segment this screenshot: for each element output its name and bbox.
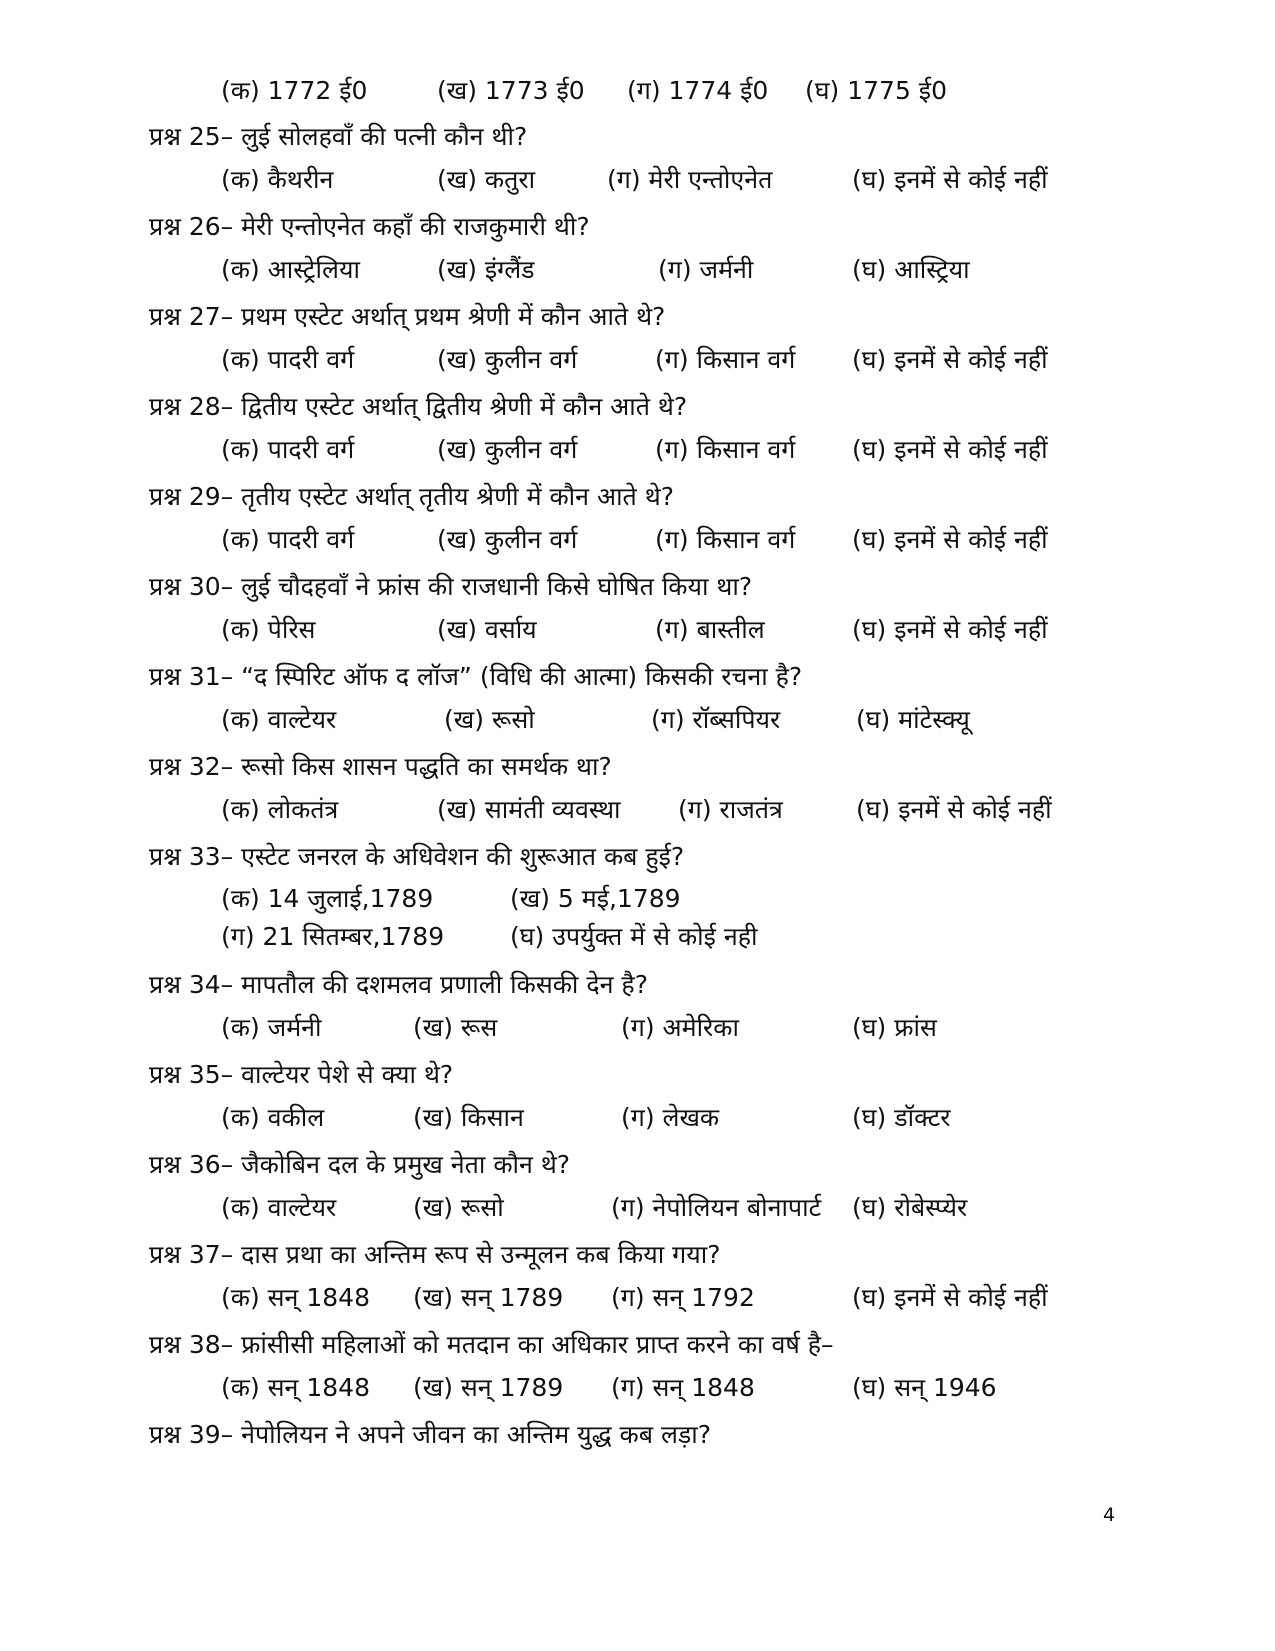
q27-option-c: (ग) किसान वर्ग — [655, 345, 796, 374]
q37-option-b: (ख) सन् 1789 — [413, 1283, 564, 1312]
q34-option-c: (ग) अमेरिका — [621, 1013, 739, 1042]
q36-option-c: (ग) नेपोलियन बोनापार्ट — [611, 1193, 822, 1222]
q28-option-c: (ग) किसान वर्ग — [655, 435, 796, 464]
top-option-a: (क) 1772 ई0 — [221, 76, 368, 105]
q31-option-b: (ख) रूसो — [444, 705, 535, 734]
q27-option-a: (क) पादरी वर्ग — [221, 345, 355, 374]
q27-option-d: (घ) इनमें से कोई नहीं — [852, 345, 1048, 374]
q26-option-b: (ख) इंग्लैंड — [437, 255, 535, 284]
question-25: प्रश्न 25– लुई सोलहवाँ की पत्नी कौन थी? — [149, 122, 528, 151]
q25-option-a: (क) कैथरीन — [221, 165, 334, 194]
top-option-b: (ख) 1773 ई0 — [437, 76, 585, 105]
q35-option-b: (ख) किसान — [413, 1103, 524, 1132]
q37-option-a: (क) सन् 1848 — [221, 1283, 370, 1312]
question-35: प्रश्न 35– वाल्टेयर पेशे से क्या थे? — [149, 1060, 454, 1089]
question-34: प्रश्न 34– मापतौल की दशमलव प्रणाली किसकी देन है? — [149, 970, 648, 999]
q29-option-d: (घ) इनमें से कोई नहीं — [852, 525, 1048, 554]
q29-option-b: (ख) कुलीन वर्ग — [437, 525, 578, 554]
q26-option-c: (ग) जर्मनी — [658, 255, 754, 284]
q36-option-d: (घ) रोबेस्प्येर — [852, 1193, 968, 1222]
question-26: प्रश्न 26– मेरी एन्तोएनेत कहाँ की राजकुमारी थी? — [149, 212, 590, 241]
q25-option-d: (घ) इनमें से कोई नहीं — [852, 165, 1048, 194]
q36-option-a: (क) वाल्टेयर — [221, 1193, 337, 1222]
q28-option-a: (क) पादरी वर्ग — [221, 435, 355, 464]
q30-option-c: (ग) बास्तील — [655, 615, 765, 644]
q35-option-a: (क) वकील — [221, 1103, 325, 1132]
q28-option-b: (ख) कुलीन वर्ग — [437, 435, 578, 464]
q30-option-a: (क) पेरिस — [221, 615, 316, 644]
q38-option-a: (क) सन् 1848 — [221, 1373, 370, 1402]
q25-option-b: (ख) कतुरा — [437, 165, 536, 194]
q32-option-b: (ख) सामंती व्यवस्था — [437, 795, 621, 824]
question-30: प्रश्न 30– लुई चौदहवाँ ने फ्रांस की राजधानी किसे घोषित किया था? — [149, 572, 753, 601]
top-option-c: (ग) 1774 ई0 — [627, 76, 769, 105]
q38-option-c: (ग) सन् 1848 — [611, 1373, 755, 1402]
q30-option-d: (घ) इनमें से कोई नहीं — [852, 615, 1048, 644]
q35-option-c: (ग) लेखक — [621, 1103, 720, 1132]
q26-option-d: (घ) आस्ट्रिया — [852, 255, 970, 284]
question-33: प्रश्न 33– एस्टेट जनरल के अधिवेशन की शुरूआत कब हुई? — [149, 842, 685, 871]
q32-option-c: (ग) राजतंत्र — [678, 795, 783, 824]
q36-option-b: (ख) रूसो — [413, 1193, 504, 1222]
question-32: प्रश्न 32– रूसो किस शासन पद्धति का समर्थक था? — [149, 752, 612, 781]
question-38: प्रश्न 38– फ्रांसीसी महिलाओं को मतदान का अधिकार प्राप्त करने का वर्ष है– — [149, 1330, 834, 1359]
q37-option-c: (ग) सन् 1792 — [611, 1283, 755, 1312]
question-29: प्रश्न 29– तृतीय एस्टेट अर्थात् तृतीय श्रेणी में कौन आते थे? — [149, 482, 674, 511]
page-number: 4 — [1103, 1504, 1116, 1526]
q34-option-a: (क) जर्मनी — [221, 1013, 322, 1042]
q27-option-b: (ख) कुलीन वर्ग — [437, 345, 578, 374]
question-27: प्रश्न 27– प्रथम एस्टेट अर्थात् प्रथम श्रेणी में कौन आते थे? — [149, 302, 666, 331]
q38-option-b: (ख) सन् 1789 — [413, 1373, 564, 1402]
q33-option-b: (ख) 5 मई,1789 — [510, 884, 681, 913]
top-option-d: (घ) 1775 ई0 — [805, 76, 947, 105]
q38-option-d: (घ) सन् 1946 — [852, 1373, 997, 1402]
question-37: प्रश्न 37– दास प्रथा का अन्तिम रूप से उन्मूलन कब किया गया? — [149, 1240, 721, 1269]
q30-option-b: (ख) वर्साय — [437, 615, 537, 644]
q29-option-a: (क) पादरी वर्ग — [221, 525, 355, 554]
q25-option-c: (ग) मेरी एन्तोएनेत — [607, 165, 773, 194]
q32-option-d: (घ) इनमें से कोई नहीं — [856, 795, 1052, 824]
q26-option-a: (क) आस्ट्रेलिया — [221, 255, 360, 284]
question-39: प्रश्न 39– नेपोलियन ने अपने जीवन का अन्तिम युद्ध कब लड़ा? — [149, 1420, 712, 1449]
q34-option-d: (घ) फ्रांस — [852, 1013, 937, 1042]
q33-option-c: (ग) 21 सितम्बर,1789 — [221, 922, 445, 951]
q28-option-d: (घ) इनमें से कोई नहीं — [852, 435, 1048, 464]
q35-option-d: (घ) डॉक्टर — [852, 1103, 951, 1132]
q32-option-a: (क) लोकतंत्र — [221, 795, 339, 824]
q37-option-d: (घ) इनमें से कोई नहीं — [852, 1283, 1048, 1312]
q31-option-c: (ग) रॉब्सपियर — [651, 705, 781, 734]
q31-option-a: (क) वाल्टेयर — [221, 705, 337, 734]
question-31: प्रश्न 31– “द स्पिरिट ऑफ द लॉज” (विधि की आत्मा) किसकी रचना है? — [149, 662, 803, 691]
question-28: प्रश्न 28– द्वितीय एस्टेट अर्थात् द्वितीय श्रेणी में कौन आते थे? — [149, 392, 688, 421]
q31-option-d: (घ) मांटेस्क्यू — [856, 705, 970, 734]
q34-option-b: (ख) रूस — [413, 1013, 498, 1042]
q33-option-d: (घ) उपर्युक्त में से कोई नही — [510, 922, 758, 951]
q29-option-c: (ग) किसान वर्ग — [655, 525, 796, 554]
q33-option-a: (क) 14 जुलाई,1789 — [221, 884, 434, 913]
question-36: प्रश्न 36– जैकोबिन दल के प्रमुख नेता कौन थे? — [149, 1150, 571, 1179]
